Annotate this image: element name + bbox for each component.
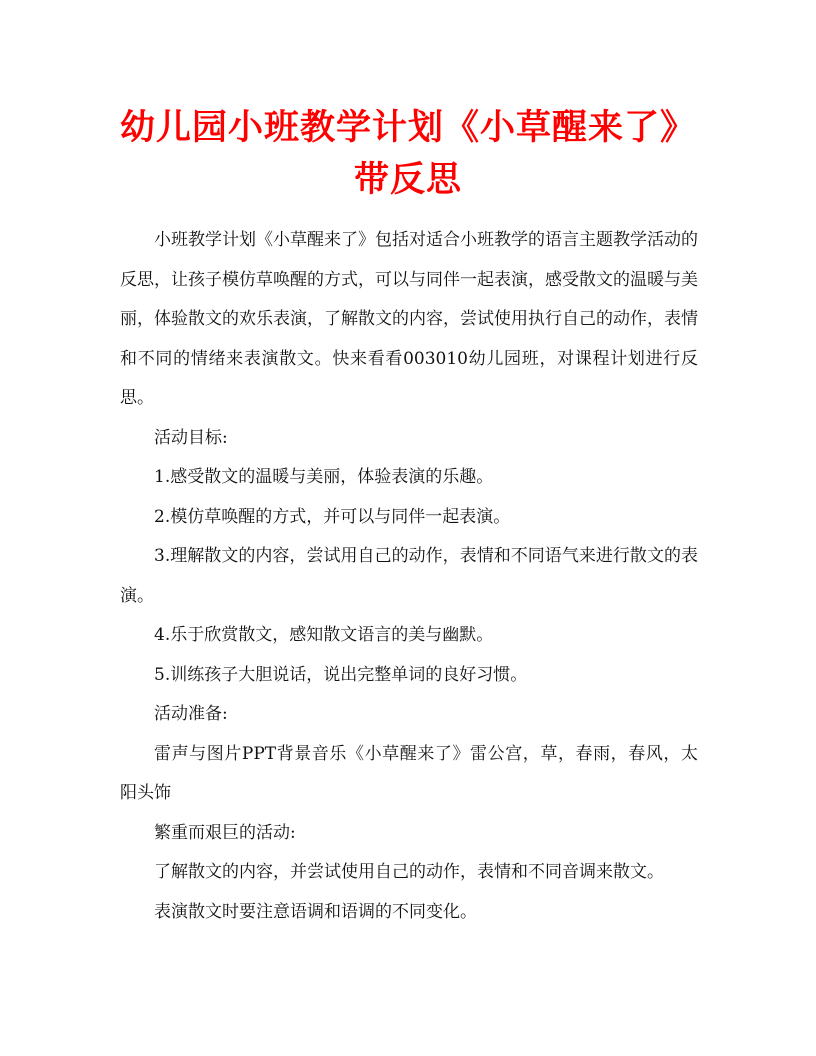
- objective-item-2: 2.模仿草唤醒的方式，并可以与同伴一起表演。: [154, 506, 511, 527]
- objective-item-5: 5.训练孩子大胆说话，说出完整单词的良好习惯。: [154, 664, 528, 685]
- objectives-heading: 活动目标:: [154, 427, 228, 448]
- preparation-heading: 活动准备:: [154, 704, 228, 724]
- document-title: 幼儿园小班教学计划《小草醒来了》带反思: [119, 107, 696, 200]
- preparation-paragraph: 雷声与图片PPT背景音乐《小草醒来了》雷公宫，草，春雨，春风，太阳头饰: [120, 743, 698, 803]
- document-body: [120, 221, 698, 932]
- objective-item-4: 4.乐于欣赏散文，感知散文语言的美与幽默。: [154, 625, 494, 645]
- intro-paragraph: 小班教学计划《小草醒来了》包括对适合小班教学的语言主题教学活动的反思，让孩子模仿草唤醒的方式，可以与同伴一起表演，感受散文的温暖与美丽，体验散文的欢乐表演，了解散文的内容，尝试使用执行自己的动作，表情和不同的情绪来表演散文。快来看看003010幼儿园班，对课程计划进行反思。: [120, 230, 698, 408]
- key-difficulty-item-2: 表演散文时要注意语调和语调的不同变化。: [154, 901, 477, 922]
- objective-item-3: 3.理解散文的内容，尝试用自己的动作，表情和不同语气来进行散文的表演。: [120, 546, 698, 606]
- objective-item-1: 1.感受散文的温暖与美丽，体验表演的乐趣。: [154, 467, 494, 487]
- key-difficulties-heading: 繁重而艰巨的活动:: [154, 822, 296, 843]
- key-difficulty-item-1: 了解散文的内容，并尝试使用自己的动作，表情和不同音调来散文。: [154, 862, 664, 882]
